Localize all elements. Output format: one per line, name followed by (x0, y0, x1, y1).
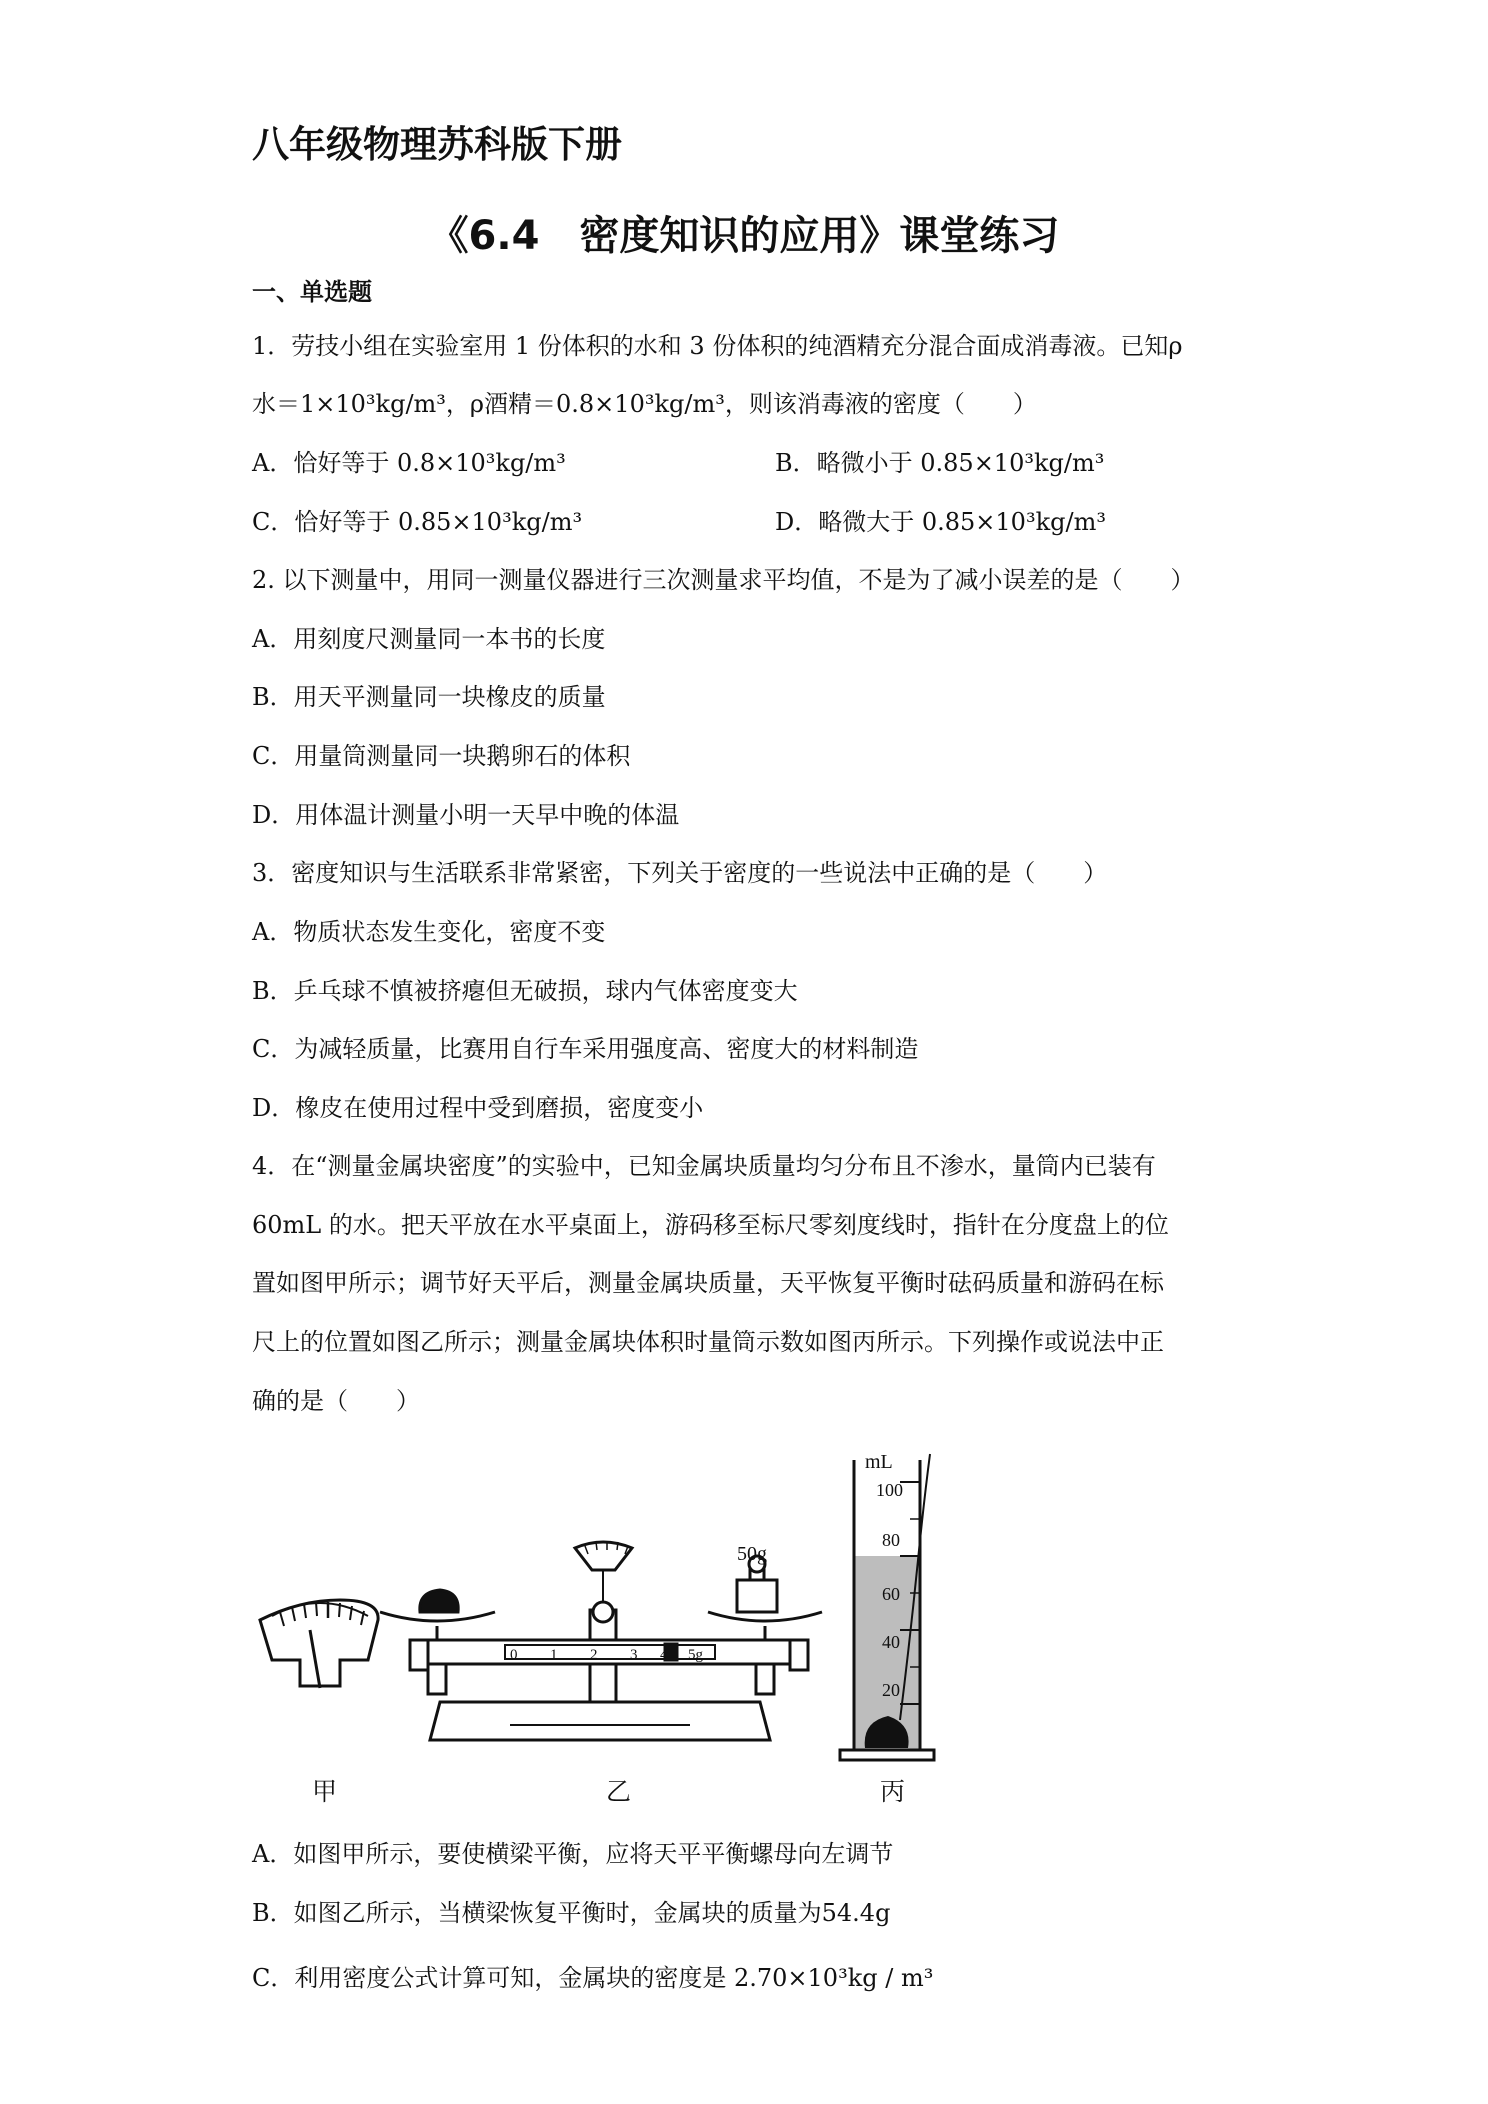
q3-option-c: C．为减轻质量，比赛用自行车采用强度高、密度大的材料制造 (252, 1035, 919, 1063)
q3-stem: 3．密度知识与生活联系非常紧密，下列关于密度的一些说法中正确的是（ ） (252, 859, 1108, 887)
q4-option-b: B．如图乙所示，当横梁恢复平衡时，金属块的质量为54.4g (252, 1899, 891, 1927)
scale-tick-2: 2 (590, 1647, 598, 1663)
q3-option-b: B．乒乓球不慎被挤瘪但无破损，球内气体密度变大 (252, 977, 798, 1005)
section-heading: 一、单选题 (252, 278, 372, 306)
q1-stem-line2: 水＝1×10³kg/m³，ρ酒精＝0.8×10³kg/m³，则该消毒液的密度（ ） (252, 390, 1037, 418)
q1-stem-line1: 1．劳技小组在实验室用 1 份体积的水和 3 份体积的纯酒精充分混合面成消毒液。已知ρ (252, 332, 1183, 360)
cylinder-tick-20: 20 (882, 1680, 900, 1700)
q4-stem-line1: 4．在“测量金属块密度”的实验中，已知金属块质量均匀分布且不渗水，量筒内已装有 (252, 1152, 1156, 1180)
q2-option-c: C．用量筒测量同一块鹅卵石的体积 (252, 742, 631, 770)
q1-option-a: A．恰好等于 0.8×10³kg/m³ (252, 449, 566, 477)
q1-option-d: D．略微大于 0.85×10³kg/m³ (775, 508, 1106, 536)
q2-option-b: B．用天平测量同一块橡皮的质量 (252, 683, 606, 711)
q3-option-a: A．物质状态发生变化，密度不变 (252, 918, 606, 946)
scale-tick-4: 4 (660, 1647, 668, 1663)
q4-option-c: C．利用密度公式计算可知，金属块的密度是 2.70×10³kg / m³ (252, 1964, 934, 1992)
page-title: 《6.4 密度知识的应用》课堂练习 (428, 213, 1060, 259)
cylinder-tick-100: 100 (876, 1480, 903, 1500)
cylinder-tick-40: 40 (882, 1632, 900, 1652)
q1-option-b: B．略微小于 0.85×10³kg/m³ (775, 449, 1105, 477)
weight-label: 50g (737, 1543, 767, 1565)
cylinder-tick-80: 80 (882, 1530, 900, 1550)
scale-tick-0: 0 (510, 1647, 518, 1663)
figure-label-bing: 丙 (880, 1777, 906, 1806)
cylinder-unit-label: mL (865, 1451, 893, 1473)
scale-tick-3: 3 (630, 1647, 638, 1663)
figure-label-jia: 甲 (312, 1777, 338, 1806)
figure-label-yi: 乙 (606, 1777, 632, 1806)
balance-figure (380, 1541, 822, 1740)
q4-option-a: A．如图甲所示，要使横梁平衡，应将天平平衡螺母向左调节 (252, 1840, 894, 1868)
q3-option-d: D．橡皮在使用过程中受到磨损，密度变小 (252, 1094, 704, 1122)
book-header: 八年级物理苏科版下册 (252, 123, 622, 166)
q1-option-c: C．恰好等于 0.85×10³kg/m³ (252, 508, 583, 536)
cylinder-tick-60: 60 (882, 1584, 900, 1604)
scale-tick-5g: 5g (688, 1647, 703, 1663)
q4-stem-line3: 置如图甲所示；调节好天平后，测量金属块质量，天平恢复平衡时砝码质量和游码在标 (252, 1269, 1164, 1297)
scale-tick-1: 1 (550, 1647, 558, 1663)
q2-stem: 2. 以下测量中，用同一测量仪器进行三次测量求平均值，不是为了减小误差的是（ ） (252, 566, 1195, 594)
q4-stem-line5: 确的是（ ） (252, 1387, 420, 1415)
q4-stem-line4: 尺上的位置如图乙所示；测量金属块体积时量筒示数如图丙所示。下列操作或说法中正 (252, 1328, 1164, 1356)
q4-stem-line2: 60mL 的水。把天平放在水平桌面上，游码移至标尺零刻度线时，指针在分度盘上的位 (252, 1211, 1169, 1239)
q2-option-d: D．用体温计测量小明一天早中晚的体温 (252, 801, 680, 829)
pointer-dial-figure (260, 1600, 378, 1688)
q2-option-a: A．用刻度尺测量同一本书的长度 (252, 625, 606, 653)
experiment-figure (240, 1440, 1240, 1790)
